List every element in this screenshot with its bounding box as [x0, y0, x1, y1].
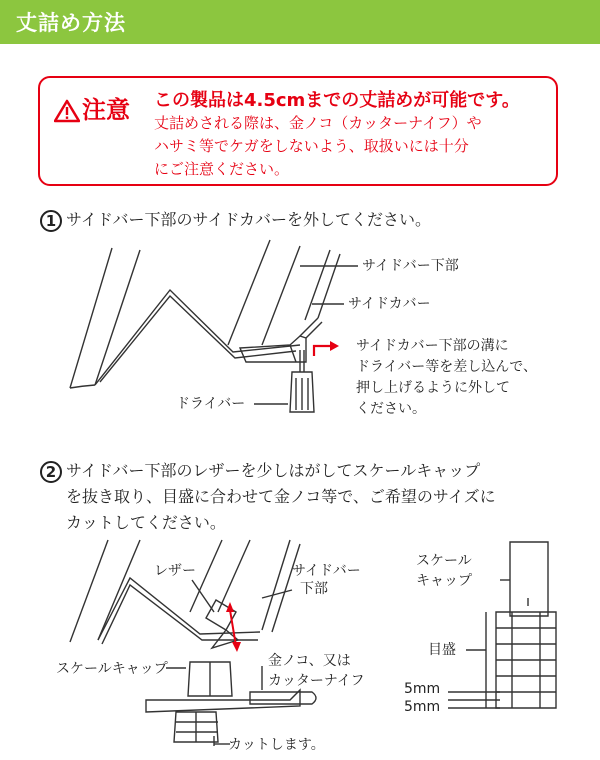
label-scale-cap-line-2: キャップ	[416, 573, 472, 589]
label-driver: ドライバー	[176, 396, 246, 412]
label-5mm-upper: 5mm	[404, 681, 441, 697]
caution-line: にご注意ください。	[154, 160, 290, 178]
label-5mm-lower: 5mm	[404, 699, 441, 715]
caution-main-text: この製品は4.5cmまでの丈詰めが可能です。	[154, 90, 520, 111]
label-leather: レザー	[154, 563, 196, 579]
step-2-line: サイドバー下部のレザーを少しはがしてスケールキャップ	[66, 461, 481, 480]
label-side-bar: サイドバー	[292, 563, 361, 579]
caution-line: ハサミ等でケガをしないよう、取扱いには十分	[154, 137, 469, 155]
label-graduation: 目盛	[428, 642, 456, 658]
label-bottom: 下部	[300, 581, 328, 597]
label-scale-cap: スケールキャップ	[56, 661, 168, 677]
label-side-cover: サイドカバー	[348, 296, 431, 312]
note-line: 押し上げるように外して	[356, 380, 510, 396]
step-2-line: を抜き取り、目盛に合わせて金ノコ等で、ご希望のサイズに	[66, 487, 496, 506]
caution-line: 丈詰めされる際は、金ノコ（カッターナイフ）や	[154, 114, 482, 132]
step-2-number: 2	[40, 461, 62, 483]
label-cut: カットします。	[228, 737, 325, 753]
label-side-bar-bottom: サイドバー下部	[362, 258, 459, 274]
label-saw-line-2: カッターナイフ	[268, 673, 365, 689]
label-scale-cap-line-1: スケール	[416, 553, 472, 569]
step-2-line: カットしてください。	[66, 513, 226, 532]
page-title: 丈詰め方法	[16, 11, 126, 35]
step-1-number: 1	[40, 210, 62, 232]
step-1-line: サイドバー下部のサイドカバーを外してください。	[66, 210, 431, 229]
label-saw-line-1: 金ノコ、又は	[268, 653, 351, 669]
caution-label-text: 注意	[82, 96, 130, 124]
note-line: ドライバー等を差し込んで、	[356, 359, 538, 375]
note-line: ください。	[356, 401, 426, 417]
note-line: サイドカバー下部の溝に	[356, 338, 509, 354]
